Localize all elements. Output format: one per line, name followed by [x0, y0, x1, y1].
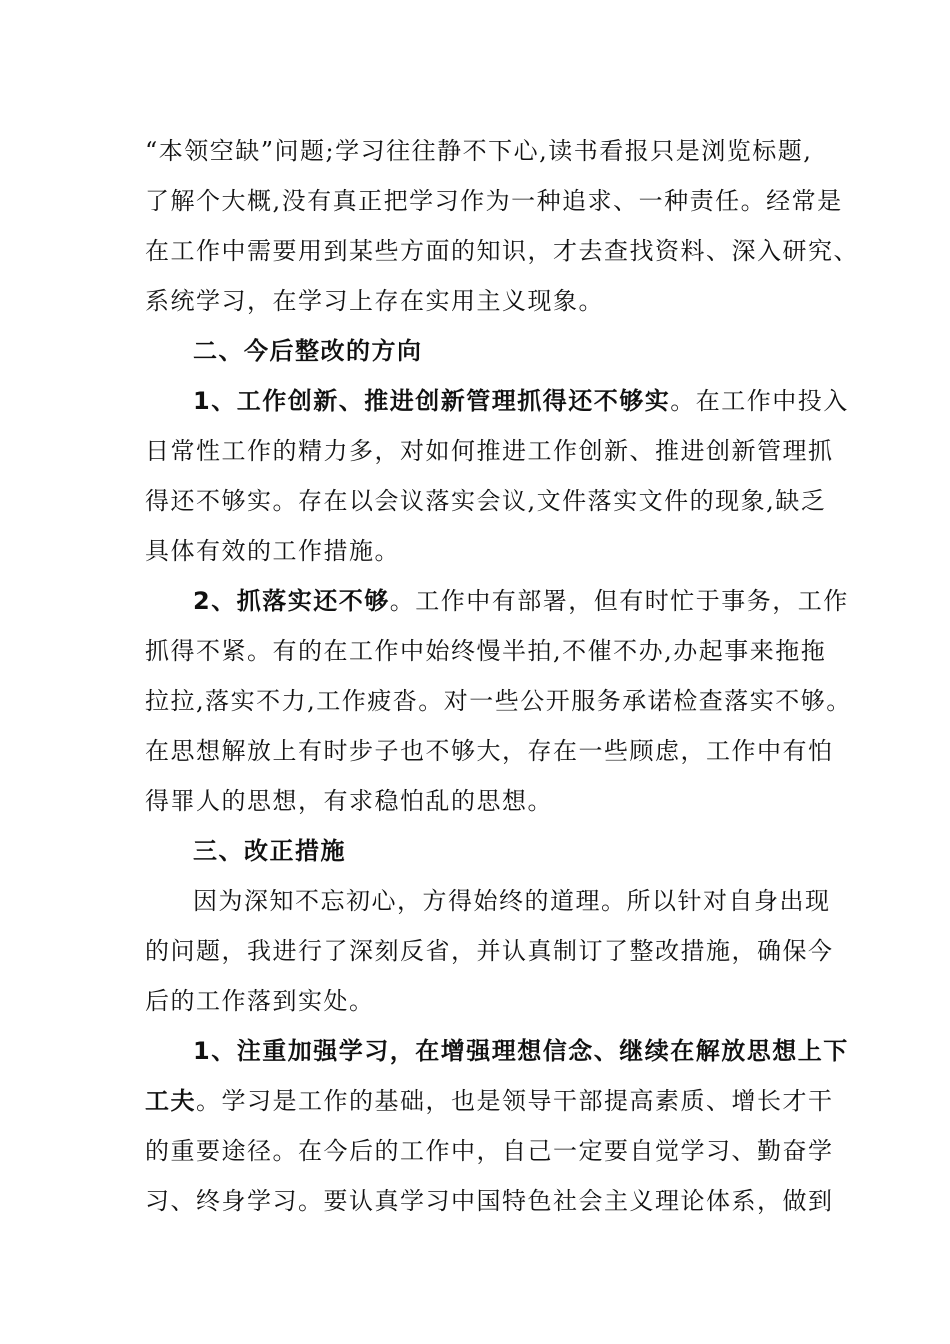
item-2-1-first-line — [145, 376, 849, 426]
body-line: 后的工作落到实处。 — [145, 987, 375, 1015]
section-heading-3: 三、改正措施 — [193, 837, 346, 865]
body-line: 得罪人的思想，有求稳怕乱的思想。 — [145, 787, 553, 815]
body-line: 具体有效的工作措施。 — [145, 537, 400, 565]
body-line: 的重要途径。在今后的工作中，自己一定要自觉学习、勤奋学 — [145, 1137, 834, 1165]
item-3-1-title-end: 工夫 — [145, 1087, 196, 1115]
body-line: 得还不够实。存在以会议落实会议,文件落实文件的现象,缺乏 — [145, 487, 827, 515]
body-line: 抓得不紧。有的在工作中始终慢半拍,不催不办,办起事来拖拖 — [145, 637, 827, 665]
item-3-1-text: 。学习是工作的基础，也是领导干部提高素质、增长才干 — [196, 1087, 834, 1115]
body-line: 在工作中需要用到某些方面的知识，才去查找资料、深入研究、 — [145, 237, 859, 265]
document-page — [145, 126, 859, 1226]
body-line: 日常性工作的精力多，对如何推进工作创新、推进创新管理抓 — [145, 437, 834, 465]
body-line: “本领空缺”问题;学习往往静不下心,读书看报只是浏览标题, — [145, 137, 813, 165]
body-line: 因为深知不忘初心，方得始终的道理。所以针对自身出现 — [193, 887, 831, 915]
body-line: 在思想解放上有时步子也不够大，存在一些顾虑，工作中有怕 — [145, 737, 834, 765]
body-line: 了解个大概,没有真正把学习作为一种追求、一种责任。经常是 — [145, 187, 843, 215]
item-3-1-title: 1、注重加强学习，在增强理想信念、继续在解放思想上下 — [193, 1037, 849, 1065]
item-3-1-second-line — [145, 1076, 834, 1126]
item-2-1-text: 。在工作中投入 — [670, 387, 849, 415]
section-heading-2: 二、今后整改的方向 — [193, 337, 423, 365]
body-line: 拉拉,落实不力,工作疲沓。对一些公开服务承诺检查落实不够。 — [145, 687, 852, 715]
item-2-1-title: 1、工作创新、推进创新管理抓得还不够实 — [193, 387, 671, 415]
item-2-2-title: 2、抓落实还不够 — [193, 587, 390, 615]
item-2-2-first-line — [145, 576, 849, 626]
body-line: 习、终身学习。要认真学习中国特色社会主义理论体系，做到 — [145, 1187, 834, 1215]
body-line: 系统学习，在学习上存在实用主义现象。 — [145, 287, 604, 315]
body-line: 的问题，我进行了深刻反省，并认真制订了整改措施，确保今 — [145, 937, 834, 965]
item-2-2-text: 。工作中有部署，但有时忙于事务，工作 — [389, 587, 849, 615]
